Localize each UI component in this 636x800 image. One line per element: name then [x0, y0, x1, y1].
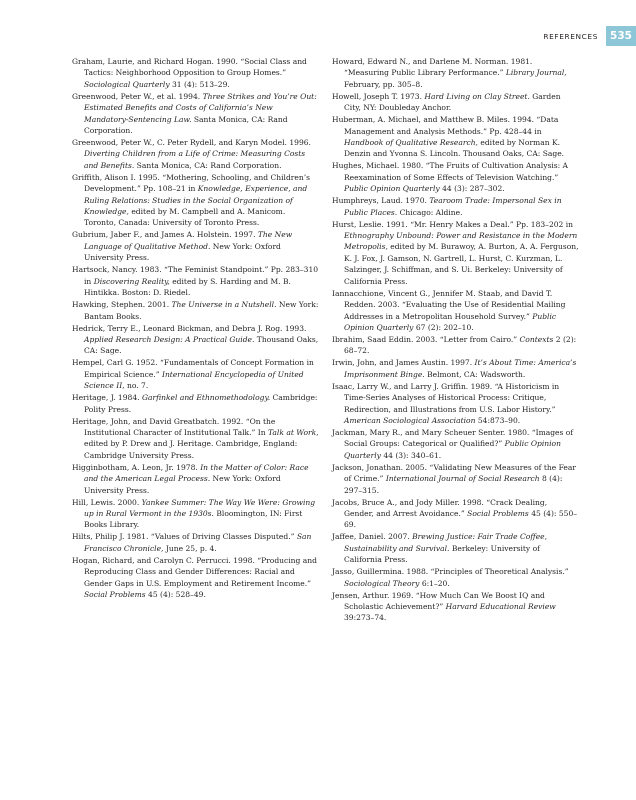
reference-text: Hill, Lewis. 2000.	[72, 497, 142, 507]
reference-text: Jasso, Guillermina. 1988. “Principles of Theoretical Analysis.”	[332, 567, 569, 577]
reference-entry	[72, 497, 319, 531]
reference-text: Irwin, John, and James Austin. 1997.	[332, 358, 475, 368]
references-column-right	[332, 56, 579, 624]
reference-title: Hard Living on Clay Street.	[424, 91, 530, 101]
reference-title: Knowledge, Experience, and Ruling Relations: Studies in the Social Organization of Knowledge,	[84, 184, 308, 217]
reference-text: Graham, Laurie, and Richard Hogan. 1990. “Social Class and Tactics: Neighborhood Opposition to Group Homes.”	[72, 57, 307, 78]
reference-title: In the Matter of Color: Race and the American Legal Process.	[84, 462, 309, 484]
reference-title: American Sociological Association	[344, 415, 476, 425]
reference-entry	[72, 323, 319, 357]
reference-title: It’s About Time: America’s Imprisonment Binge.	[344, 358, 577, 379]
reference-entry	[72, 264, 319, 298]
reference-text: Huberman, A. Michael, and Matthew B. Miles. 1994. “Data Management and Analysis Methods.” Pp. 428–44 in	[332, 115, 559, 136]
reference-text: Isaac, Larry W., and Larry J. Griffin. 1989. “A Historicism in Time-Series Analyses of Historical Process: Critique, Redirection, and Illustrations from U.S. Labor History.”	[332, 381, 560, 414]
reference-text: Gubrium, Jaber F., and James A. Holstein. 1997.	[72, 230, 258, 240]
reference-text: Belmont, CA: Wadsworth.	[424, 369, 526, 379]
reference-text: 6:1–20.	[419, 578, 450, 588]
reference-text: 39:273–74.	[344, 613, 387, 623]
reference-entry	[72, 462, 319, 496]
reference-title: International Encyclopedia of United Science II,	[84, 369, 304, 391]
reference-title: Discovering Reality,	[93, 276, 170, 286]
reference-entry	[332, 566, 579, 589]
reference-text: edited by M. Burawoy, A. Burton, A. A. Ferguson, K. J. Fox, J. Gamson, N. Gartrell, L. Hurst, C. Kurzman, L. Salzinger, J. Schiffman, and S. Ui. Berkeley: University of California Press.	[344, 242, 579, 286]
reference-title: Harvard Educational Review	[445, 602, 556, 611]
reference-text: edited by M. Campbell and A. Manicom. Toronto, Canada: University of Toronto Press.	[84, 207, 286, 228]
references-column-left	[72, 56, 319, 601]
reference-text: Jaffee, Daniel. 2007.	[332, 532, 413, 542]
reference-text: Hartsock, Nancy. 1983. “The Feminist Standpoint.” Pp. 283–310 in	[72, 265, 319, 286]
reference-title: International Journal of Social Research	[385, 474, 540, 484]
reference-entry	[332, 195, 579, 218]
reference-text: Jensen, Arthur. 1969. “How Much Can We Boost IQ and Scholastic Achievement?”	[332, 590, 545, 611]
reference-entry	[72, 299, 319, 322]
reference-entry	[332, 160, 579, 194]
reference-title: Yankee Summer: The Way We Were: Growing up in Rural Vermont in the 1930s.	[84, 497, 316, 518]
reference-text: New York: Oxford University Press.	[84, 474, 281, 495]
reference-entry	[332, 288, 579, 334]
reference-text: 31 (4): 513–29.	[169, 79, 230, 89]
reference-entry	[332, 462, 579, 496]
reference-text: Hedrick, Terry E., Leonard Bickman, and Debra J. Rog. 1993.	[72, 323, 307, 333]
reference-entry	[332, 91, 579, 114]
reference-text: Humphreys, Laud. 1970.	[332, 196, 430, 206]
reference-text: Thousand Oaks, CA: Sage.	[84, 334, 319, 356]
reference-entry	[332, 56, 579, 90]
reference-title: Public Opinion Quarterly	[344, 184, 440, 194]
reference-text: Hogan, Richard, and Carolyn C. Perrucci. 1998. “Producing and Reproducing Class and Gender Differences: Racial and Gender Gaps in U.S. Employment and Retirement Income.”	[72, 555, 317, 588]
reference-entry	[332, 590, 579, 624]
reference-text: Hilts, Philip J. 1981. “Values of Driving Classes Disputed.”	[72, 532, 297, 542]
reference-text: 67 (2): 202–10.	[413, 322, 474, 332]
reference-text: Higginbotham, A. Leon, Jr. 1978.	[72, 462, 201, 472]
reference-title: The Universe in a Nutshell.	[171, 300, 277, 310]
running-header	[543, 26, 636, 46]
reference-entry	[72, 172, 319, 229]
reference-entry	[72, 91, 319, 137]
reference-title: Three Strikes and You’re Out: Estimated Benefits and Costs of California’s New Mandatory-Sentencing Law.	[84, 91, 317, 124]
reference-text: Ibrahim, Saad Eddin. 2003. “Letter from Cairo.”	[332, 334, 520, 344]
reference-entry	[72, 555, 319, 601]
reference-text: Garden City, NY: Doubleday Anchor.	[344, 91, 561, 113]
reference-text: Jackson, Jonathan. 2005. “Validating New Measures of the Fear of Crime.”	[332, 462, 576, 484]
reference-title: Social Problems	[467, 508, 529, 518]
section-title: REFERENCES	[543, 31, 598, 41]
reference-text: Hughes, Michael. 1980. “The Fruits of Cultivation Analysis: A Reexamination of Some Effects of Television Watching.”	[332, 161, 569, 182]
reference-text: Howell, Joseph T. 1973.	[332, 91, 425, 101]
reference-text: 45 (4): 550–69.	[344, 508, 578, 530]
reference-entry	[72, 416, 319, 462]
reference-text: Chicago: Aldine.	[397, 207, 463, 217]
reference-text: Santa Monica, CA: Rand Corporation.	[134, 160, 282, 170]
reference-text: 54:873–90.	[475, 415, 521, 425]
reference-text: Cambridge: Polity Press.	[84, 393, 318, 414]
reference-entry	[332, 531, 579, 565]
reference-title: Talk at Work,	[267, 427, 319, 437]
reference-text: Santa Monica, CA: Rand Corporation.	[84, 114, 288, 136]
reference-title: Sociological Quarterly	[84, 79, 170, 89]
reference-entry	[332, 357, 579, 380]
reference-entry	[72, 229, 319, 263]
reference-entry	[72, 531, 319, 554]
reference-entry	[332, 497, 579, 531]
reference-text: Bloomington, IN: First Books Library.	[84, 508, 303, 530]
reference-entry	[332, 334, 579, 357]
reference-text: Berkeley: University of California Press.	[344, 543, 540, 565]
reference-text: Jacobs, Bruce A., and Jody Miller. 1998. “Crack Dealing, Gender, and Arrest Avoidance.”	[332, 497, 548, 518]
page-number: 535	[606, 26, 636, 46]
reference-title: Library Journal,	[505, 68, 567, 78]
reference-text: Heritage, J. 1984.	[72, 393, 142, 403]
reference-text: Heritage, John, and David Greatbatch. 1992. “On the Institutional Character of Institutional Talk.” In	[72, 416, 276, 437]
reference-text: Hurst, Leslie. 1991. “Mr. Henry Makes a Deal.” Pp. 183–202 in	[332, 219, 574, 229]
reference-text: February, pp. 305–8.	[344, 79, 423, 89]
reference-entry	[72, 357, 319, 391]
reference-title: Brewing Justice: Fair Trade Coffee, Sustainability and Survival.	[344, 532, 548, 553]
reference-title: Tearoom Trade: Impersonal Sex in Public Places.	[344, 196, 562, 217]
reference-text: Jackman, Mary R., and Mary Scheuer Senter. 1980. “Images of Social Groups: Categorical or Qualified?”	[332, 427, 574, 449]
reference-title: Diverting Children from a Life of Crime: Measuring Costs and Benefits.	[84, 149, 306, 170]
reference-text: 44 (3): 287–302.	[439, 184, 505, 194]
reference-title: Contexts	[519, 334, 554, 344]
reference-title: Public Opinion Quarterly	[344, 439, 561, 460]
reference-text: June 25, p. 4.	[163, 543, 217, 553]
reference-text: edited by Norman K. Denzin and Yvonna S. Lincoln. Thousand Oaks, CA: Sage.	[344, 138, 565, 159]
reference-text: 45 (4): 528–49.	[145, 590, 206, 599]
reference-text: Greenwood, Peter W., C. Peter Rydell, and Karyn Model. 1996.	[72, 138, 311, 148]
reference-title: The New Language of Qualitative Method.	[84, 230, 293, 251]
reference-title: Social Problems	[84, 590, 146, 599]
reference-text: New York: Oxford University Press.	[84, 241, 281, 263]
reference-title: Sociological Theory	[344, 578, 420, 588]
reference-text: Hempel, Carl G. 1952. “Fundamentals of Concept Formation in Empirical Science.”	[72, 358, 314, 379]
reference-entry	[72, 392, 319, 415]
reference-text: edited by P. Drew and J. Heritage. Cambridge, England: Cambridge University Press.	[84, 439, 298, 460]
reference-text: Howard, Edward N., and Darlene M. Norman. 1981. “Measuring Public Library Performance.”	[332, 57, 533, 78]
reference-text: Hawking, Stephen. 2001.	[72, 300, 172, 310]
reference-text: 8 (4): 297–315.	[344, 474, 563, 495]
reference-text: Greenwood, Peter W., et al. 1994.	[72, 91, 203, 101]
reference-text: 2 (2): 68–72.	[344, 334, 577, 356]
reference-text: Griffith, Alison I. 1995. “Mothering, Schooling, and Children’s Development.” Pp. 108–21 in	[72, 172, 311, 194]
reference-entry	[332, 219, 579, 287]
reference-entry	[72, 56, 319, 90]
reference-text: no. 7.	[124, 381, 149, 391]
reference-text: 44 (3): 340–61.	[380, 450, 442, 460]
reference-title: Handbook of Qualitative Research,	[344, 138, 478, 148]
reference-entry	[332, 381, 579, 427]
reference-title: Applied Research Design: A Practical Guide.	[84, 334, 255, 344]
reference-text: edited by S. Harding and M. B. Hintikka. Boston: D. Riedel.	[84, 276, 291, 298]
reference-entry	[332, 427, 579, 461]
reference-title: Public Opinion Quarterly	[344, 311, 557, 332]
reference-entry	[72, 137, 319, 171]
reference-entry	[332, 114, 579, 160]
reference-text: New York: Bantam Books.	[84, 300, 319, 321]
reference-title: San Francisco Chronicle,	[84, 532, 312, 553]
reference-title: Garfinkel and Ethnomethodology.	[141, 393, 271, 403]
reference-text: Iannacchione, Vincent G., Jennifer M. Staab, and David T. Redden. 2003. “Evaluating the Use of Residential Mailing Addresses in a Metropolitan Household Survey.”	[332, 288, 566, 321]
reference-title: Ethnography Unbound: Power and Resistance in the Modern Metropolis,	[344, 231, 578, 252]
